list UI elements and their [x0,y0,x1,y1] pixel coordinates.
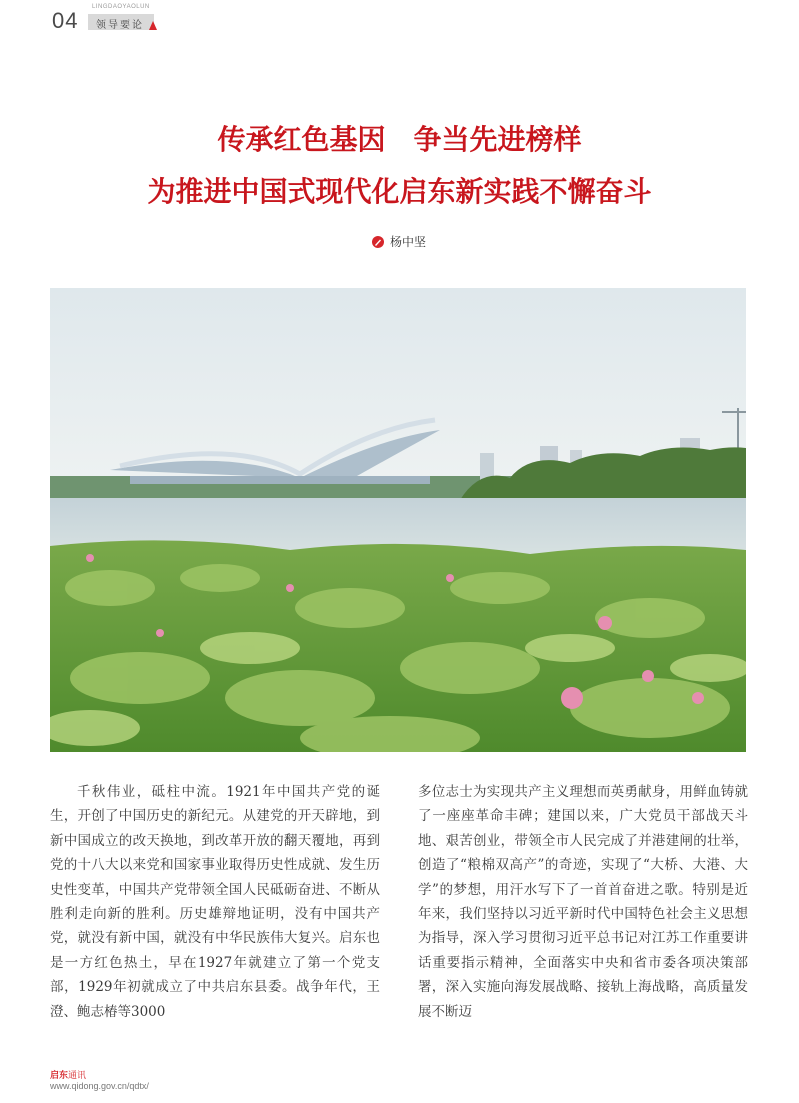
author-byline [372,233,426,250]
article-title-line2: 为推进中国式现代化启东新实践不懈奋斗 [147,175,652,208]
footer-brand [50,1068,86,1081]
lotus-pond-photo [50,288,746,752]
footer-brand-suffix: 通讯 [68,1070,87,1080]
article-title-line1: 传承红色基因 争当先进榜样 [217,123,582,156]
footer-url: www.qidong.gov.cn/qdtx/ [50,1081,149,1091]
article-body-left: 千秋伟业，砥柱中流。1921年中国共产党的诞生，开创了中国历史的新纪元。从建党的开天辟地，到新中国成立的改天换地，到改革开放的翻天覆地，再到党的十八大以来党和国家事业取得历史性成就、发生历史性变革，中国共产党带领全国人民砥砺奋进、不断从胜利走向新的胜利。历史雄辩地证明，没有中国共产党，就没有新中国，就没有中华民族伟大复兴。启东也是一方红色热土，早在1927年就建立了第一个党支部，1929年初就成立了中共启东县委。战争年代，王澄、鲍志椿等3000 [50,784,380,1020]
footer-brand-name: 启东 [50,1070,69,1080]
article-body-right: 多位志士为实现共产主义理想而英勇献身，用鲜血铸就了一座座革命丰碑；建国以来，广大党员干部战天斗地、艰苦创业，带领全市人民完成了并港建闸的壮举，创造了“粮棉双高产”的奇迹，实现了“大桥、大港、大学”的梦想，用汗水写下了一首首奋进之歌。特别是近年来，我们坚持以习近平新时代中国特色社会主义思想为指导，深入学习贯彻习近平总书记对江苏工作重要讲话重要指示精神，全面落实中央和省市委各项决策部署，深入实施向海发展战略、接轨上海战略，高质量发展不断迈 [418,784,748,1020]
author-name: 杨中坚 [390,235,427,249]
section-name: 领导要论 [96,20,144,31]
section-pinyin: LINGDAOYAOLUN [92,4,150,10]
page-number: 04 [52,8,79,33]
pen-icon [372,236,384,248]
section-triangle-icon [149,21,157,30]
